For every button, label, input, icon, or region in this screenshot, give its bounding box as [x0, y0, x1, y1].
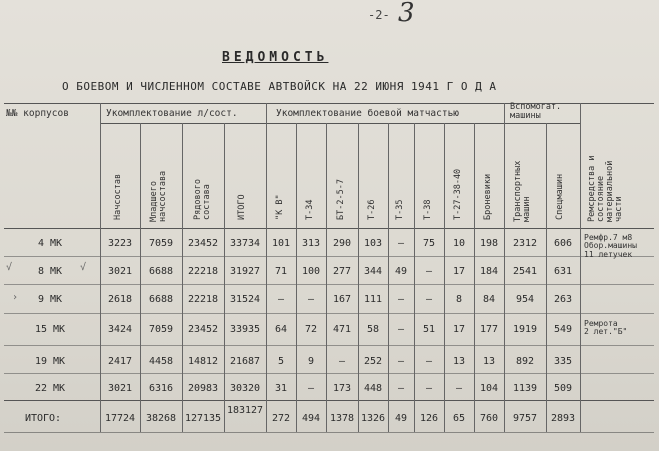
rule-row	[4, 284, 654, 285]
table-cell: –	[397, 383, 405, 394]
table-cell: –	[397, 294, 405, 305]
col-header: Броневики	[483, 173, 493, 220]
col-header: Т-35	[395, 199, 405, 220]
rule-row	[4, 313, 654, 314]
table-cell: –	[425, 383, 433, 394]
table-cell: 252	[363, 356, 383, 367]
table-cell: 471	[332, 324, 352, 335]
table-cell: 167	[332, 294, 352, 305]
table-cell: 49	[394, 266, 408, 277]
row-corps-label: 22 МК	[34, 383, 66, 394]
table-cell: 64	[274, 324, 288, 335]
table-cell: 2541	[512, 266, 538, 277]
col-header: Младшего начсостава	[149, 170, 168, 222]
header-group-combat: Укомплектование боевой матчастью	[276, 108, 460, 119]
total-cell: 9757	[512, 413, 538, 424]
total-cell: 1326	[360, 413, 386, 424]
table-cell: 104	[479, 383, 499, 394]
rule-row	[4, 256, 654, 257]
rule-row	[4, 373, 654, 374]
total-cell: 760	[479, 413, 499, 424]
table-cell: 7059	[148, 238, 174, 249]
table-cell: 6688	[148, 294, 174, 305]
table-cell: 71	[274, 266, 288, 277]
table-cell: –	[307, 383, 315, 394]
table-cell: 3021	[107, 383, 133, 394]
col-header: Ремсредства и состояние материальной части	[587, 155, 624, 222]
col-header: Начсостав	[113, 173, 123, 220]
table-cell: –	[307, 294, 315, 305]
col-header: Транспортных машин	[513, 160, 532, 222]
table-cell: 6316	[148, 383, 174, 394]
col-header: Т-34	[305, 199, 315, 220]
table-cell: 23452	[187, 238, 219, 249]
table-cell: 17	[452, 324, 466, 335]
total-label: ИТОГО:	[24, 413, 62, 424]
total-cell: 494	[301, 413, 321, 424]
table-cell: 33734	[229, 238, 261, 249]
row-note: Ремрота 2 лет."Б"	[584, 319, 628, 337]
table-cell: 9	[307, 356, 315, 367]
table-cell: 335	[553, 356, 573, 367]
table-cell: 6688	[148, 266, 174, 277]
table-cell: 3424	[107, 324, 133, 335]
table-cell: –	[425, 356, 433, 367]
total-cell: 126	[419, 413, 439, 424]
check-mark: √	[80, 262, 87, 273]
table-cell: 277	[332, 266, 352, 277]
col-header: Т-38	[423, 199, 433, 220]
header-group-aux: Вспомогат. машины	[510, 102, 562, 122]
table-cell: 8	[455, 294, 463, 305]
total-cell: 272	[271, 413, 291, 424]
total-cell: 1378	[329, 413, 355, 424]
table-cell: 21687	[229, 356, 261, 367]
table-cell: –	[425, 266, 433, 277]
row-corps-label: 9 МК	[37, 294, 63, 305]
table-cell: 606	[553, 238, 573, 249]
rule-bottom	[4, 432, 654, 433]
table-cell: 75	[422, 238, 436, 249]
page-number: -2-	[368, 8, 390, 22]
total-cell: 49	[394, 413, 408, 424]
table-cell: –	[425, 294, 433, 305]
table-cell: 549	[553, 324, 573, 335]
total-cell: 17724	[104, 413, 136, 424]
table-cell: 14812	[187, 356, 219, 367]
table-cell: 13	[452, 356, 466, 367]
table-cell: 103	[363, 238, 383, 249]
table-cell: 3021	[107, 266, 133, 277]
table-cell: 100	[301, 266, 321, 277]
col-header: "К В"	[275, 194, 285, 220]
table-cell: –	[455, 383, 463, 394]
col-header: ИТОГО	[237, 194, 247, 220]
page-mark: 3	[398, 0, 415, 28]
table-cell: 31	[274, 383, 288, 394]
table-cell: 177	[479, 324, 499, 335]
table-cell: 509	[553, 383, 573, 394]
header-corps: №№ корпусов	[6, 108, 69, 119]
table-cell: 290	[332, 238, 352, 249]
table-cell: –	[277, 294, 285, 305]
row-corps-label: 4 МК	[37, 238, 63, 249]
table-cell: 23452	[187, 324, 219, 335]
table-cell: 448	[363, 383, 383, 394]
table-cell: –	[397, 238, 405, 249]
table-cell: 33935	[229, 324, 261, 335]
col-header: Т-27-38-40	[453, 168, 463, 220]
table-cell: 631	[553, 266, 573, 277]
table-cell: 111	[363, 294, 383, 305]
check-mark: √	[6, 262, 13, 273]
rule-header-bottom	[4, 228, 654, 229]
table-cell: 31524	[229, 294, 261, 305]
rule-row	[4, 345, 654, 346]
table-cell: 1919	[512, 324, 538, 335]
table-cell: 2417	[107, 356, 133, 367]
col-header: Т-26	[367, 199, 377, 220]
table-cell: 22218	[187, 294, 219, 305]
table-cell: 17	[452, 266, 466, 277]
table-cell: 3223	[107, 238, 133, 249]
table-cell: –	[397, 356, 405, 367]
table-cell: 7059	[148, 324, 174, 335]
table-cell: 892	[515, 356, 535, 367]
header-group-personnel: Укомплектование л/сост.	[106, 108, 238, 119]
table-cell: 13	[482, 356, 496, 367]
document-subtitle: О БОЕВОМ И ЧИСЛЕННОМ СОСТАВЕ АВТВОЙСК НА 22 ИЮНЯ 1941 Г О Д А	[62, 80, 497, 93]
table-cell: 58	[366, 324, 380, 335]
table-cell: –	[397, 324, 405, 335]
table-cell: 22218	[187, 266, 219, 277]
col-header: Рядового состава	[193, 179, 212, 220]
document-title: ВЕДОМОСТЬ	[222, 50, 329, 65]
table-cell: 1139	[512, 383, 538, 394]
table-cell: 2618	[107, 294, 133, 305]
table-cell: 263	[553, 294, 573, 305]
row-corps-label: 15 МК	[34, 324, 66, 335]
table-cell: 313	[301, 238, 321, 249]
total-cell: 127135	[184, 413, 222, 424]
table-cell: 5	[277, 356, 285, 367]
total-cell: 65	[452, 413, 466, 424]
table-cell: –	[338, 356, 346, 367]
row-corps-label: 19 МК	[34, 356, 66, 367]
table-cell: 30320	[229, 383, 261, 394]
table-cell: 101	[271, 238, 291, 249]
table-cell: 20983	[187, 383, 219, 394]
table-cell: 173	[332, 383, 352, 394]
table-cell: 344	[363, 266, 383, 277]
table-cell: 84	[482, 294, 496, 305]
table-cell: 10	[452, 238, 466, 249]
table-cell: 954	[515, 294, 535, 305]
table-cell: 51	[422, 324, 436, 335]
table-cell: 31927	[229, 266, 261, 277]
total-cell: 183127	[226, 405, 264, 416]
table-cell: 184	[479, 266, 499, 277]
table-cell: 2312	[512, 238, 538, 249]
table-cell: 198	[479, 238, 499, 249]
rule-group	[100, 123, 580, 124]
table-cell: 4458	[148, 356, 174, 367]
rule-total	[4, 400, 654, 401]
col-header: Спецмашин	[555, 173, 565, 220]
total-cell: 2893	[550, 413, 576, 424]
table-cell: 72	[304, 324, 318, 335]
row-corps-label: 8 МК	[37, 266, 63, 277]
total-cell: 38268	[145, 413, 177, 424]
col-header: БТ-2-5-7	[336, 179, 346, 220]
check-mark: ›	[12, 292, 19, 303]
row-note: Ремфр.7 м8 Обор.машины 11 летучек	[584, 233, 637, 259]
